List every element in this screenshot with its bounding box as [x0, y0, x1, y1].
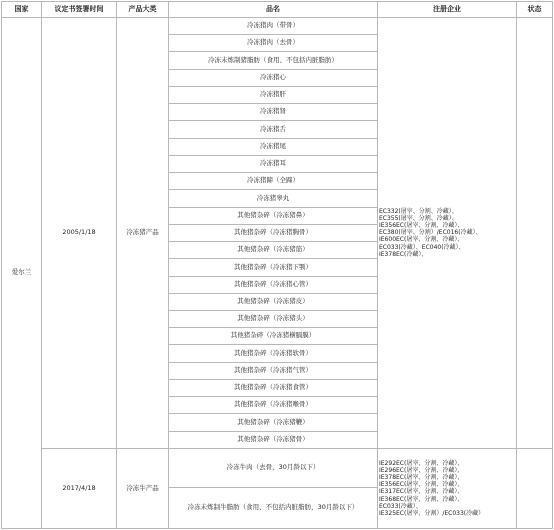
- product-cell: 冷冻牛肉（去骨，30月龄以下）: [169, 448, 378, 487]
- product-cell: 冷冻猪尾: [169, 138, 378, 155]
- product-cell: 其他猪杂碎（冷冻猪骨）: [169, 431, 378, 448]
- enterprise-line: EC033(冷藏）、EC040(冷藏）、: [379, 243, 465, 251]
- enterprise-line: IE292EC(屠宰、分割、冷藏）、: [379, 460, 464, 468]
- product-cell: 其他猪杂碎（冷冻猪心管）: [169, 276, 378, 293]
- enterprise-line: IE356EC(屠宰、分割、冷藏）、: [379, 481, 464, 489]
- product-cell: 冷冻猪蹄（全蹄）: [169, 173, 378, 190]
- product-cell: 其他猪杂碎（冷冻猪鼻）: [169, 207, 378, 224]
- sign-date-cell: 2017/4/18: [42, 448, 117, 528]
- enterprise-line: IE325EC(屠宰、分割）/EC033(冷藏）: [379, 509, 485, 517]
- product-cell: 其他猪杂碎（冷冻猪喉骨）: [169, 397, 378, 414]
- enterprise-line: EC355(屠宰、分割、冷藏）、: [379, 215, 458, 223]
- category-cell: 冷冻牛产品: [117, 448, 169, 528]
- country-cell: 爱尔兰: [2, 18, 42, 529]
- header-product: 品名: [169, 2, 378, 18]
- product-cell: 其他猪杂碎（冷冻猪软骨）: [169, 345, 378, 362]
- product-cell: 冷冻猪肉（去骨）: [169, 35, 378, 52]
- enterprise-line: IE296EC(屠宰、分割、冷藏）、: [379, 467, 464, 475]
- category-cell: 冷冻猪产品: [117, 18, 169, 449]
- header-sign-date: 议定书签署时间: [42, 2, 117, 18]
- product-cell: 其他猪杂碎（冷冻猪筋）: [169, 242, 378, 259]
- product-cell: 其他猪杂碎（冷冻猪横膈膜）: [169, 328, 378, 345]
- registration-table: [1, 1, 553, 529]
- product-cell: 其他猪杂碎（冷冻猪食管）: [169, 379, 378, 396]
- product-cell: 冷冻未炼制牛脂肪（食用、不包括内脏脂肪，30月龄以下）: [169, 487, 378, 528]
- enterprise-line: EC332(屠宰、分割、冷藏）、: [379, 208, 458, 216]
- product-cell: 其他猪杂碎（冷冻猪头）: [169, 310, 378, 327]
- product-cell: 冷冻猪肝: [169, 86, 378, 103]
- header-country: 国家: [2, 2, 42, 18]
- product-cell: 冷冻猪舌: [169, 121, 378, 138]
- enterprise-line: IE378EC(冷藏）、: [379, 250, 428, 258]
- product-cell: 其他猪杂碎（冷冻猪鞭）: [169, 414, 378, 431]
- product-cell: 冷冻猪肉（带骨）: [169, 18, 378, 35]
- header-enterprise: 注册企业: [378, 2, 517, 18]
- status-cell: [517, 18, 553, 449]
- enterprise-cell: [378, 18, 517, 449]
- product-cell: 其他猪杂碎（冷冻猪下颚）: [169, 259, 378, 276]
- table-row: [2, 448, 553, 487]
- product-cell: 冷冻猪肾: [169, 104, 378, 121]
- table-body: [2, 18, 553, 529]
- sign-date-cell: 2005/1/18: [42, 18, 117, 449]
- product-cell: 其他猪杂碎（冷冻猪胸骨）: [169, 224, 378, 241]
- enterprise-line: IE356EC(屠宰、分割、冷藏）、: [379, 222, 464, 230]
- product-cell: 冷冻猪耳: [169, 155, 378, 172]
- product-cell: 冷冻猪睾丸: [169, 190, 378, 207]
- table-row: [2, 18, 553, 35]
- enterprise-line: IE600EC(屠宰、分割、冷藏）、: [379, 236, 464, 244]
- header-row: [2, 2, 553, 18]
- enterprise-line: EC033(冷藏）、: [379, 502, 422, 510]
- product-cell: 冷冻未炼制猪脂肪（食用、不包括内脏脂肪）: [169, 52, 378, 69]
- status-cell: [517, 448, 553, 528]
- product-cell: 冷冻猪心: [169, 69, 378, 86]
- header-category: 产品大类: [117, 2, 169, 18]
- header-status: 状态: [517, 2, 553, 18]
- product-cell: 其他猪杂碎（冷冻猪气管）: [169, 362, 378, 379]
- enterprise-line: IE368EC(屠宰、分割、冷藏）、: [379, 495, 464, 503]
- enterprise-line: IE317EC(屠宰、分割、冷藏）、: [379, 488, 464, 496]
- enterprise-cell: [378, 448, 517, 528]
- enterprise-line: EC380(屠宰、分割）/EC016(冷藏）、: [379, 229, 482, 237]
- enterprise-line: IE378EC(屠宰、分割、冷藏）、: [379, 474, 464, 482]
- product-cell: 其他猪杂碎（冷冻猪皮）: [169, 293, 378, 310]
